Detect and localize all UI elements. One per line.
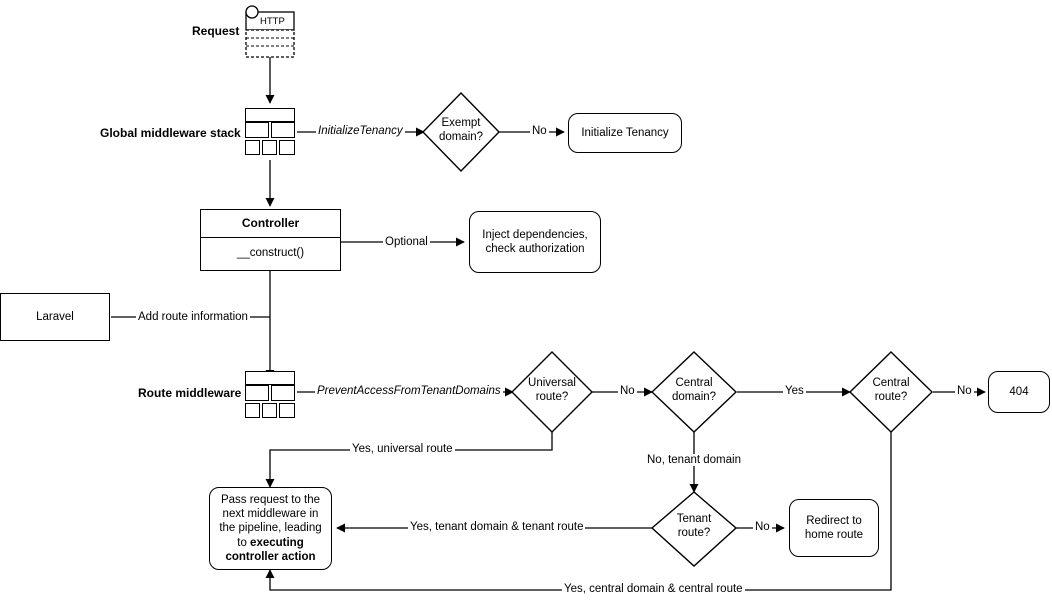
central-domain-line1: Central [675, 377, 713, 389]
global-middleware-stack-icon [245, 108, 295, 155]
edge-label-central-route-no: No [957, 385, 972, 397]
laravel-node: Laravel [0, 293, 110, 341]
redirect-home-text [805, 514, 863, 543]
inject-dependencies-line1: Inject dependencies, [482, 228, 588, 241]
edge-label-yes-universal-route: Yes, universal route [352, 443, 453, 455]
pass-request-text [213, 493, 327, 565]
inject-dependencies-node [469, 211, 601, 273]
initialize-tenancy-node: Initialize Tenancy [568, 113, 682, 153]
controller-title-text: Controller [241, 216, 300, 230]
global-middleware-stack-label: Global middleware stack [100, 126, 241, 140]
edge-label-prevent-access: PreventAccessFromTenantDomains [317, 385, 501, 397]
edge-label-central-domain-yes: Yes [785, 385, 804, 397]
inject-dependencies-text [482, 228, 588, 257]
pass-request-bold1: executing [250, 536, 304, 549]
pass-request-line4-prefix: to [237, 536, 251, 549]
route-middleware-label: Route middleware [138, 386, 242, 400]
pass-request-line3: the pipeline, leading [219, 522, 322, 535]
tenant-route-line2: route? [677, 527, 711, 540]
controller-node [200, 209, 341, 271]
edge-label-exempt-no: No [532, 125, 547, 137]
request-label: Request [192, 24, 240, 38]
central-domain-line2: domain? [671, 391, 717, 404]
controller-title [201, 210, 340, 238]
edge-label-initialize-tenancy: InitializeTenancy [318, 125, 403, 137]
http-component-label: HTTP [260, 16, 285, 27]
edge-label-yes-tenant-domain-tenant-route: Yes, tenant domain & tenant route [410, 521, 584, 533]
not-found-node: 404 [988, 371, 1050, 413]
pass-request-node [209, 487, 332, 570]
inject-dependencies-line2: check authorization [485, 243, 585, 255]
redirect-home-line2: home route [804, 529, 864, 541]
edge-label-optional: Optional [385, 236, 428, 248]
edge-label-universal-no: No [620, 385, 635, 397]
pass-request-line1: Pass request to the [220, 493, 321, 506]
central-route-line1: Central [872, 377, 910, 389]
central-route-line2: route? [874, 391, 908, 404]
edge-label-no-tenant-domain: No, tenant domain [647, 454, 741, 466]
pass-request-bold2: controller action [225, 551, 316, 564]
edge-label-add-route-information: Add route information [138, 311, 248, 323]
exempt-domain-line2: domain? [438, 131, 484, 144]
controller-method: __construct() [236, 247, 305, 260]
pass-request-line4 [219, 536, 321, 550]
edge-label-yes-central-domain-central-route: Yes, central domain & central route [564, 583, 743, 595]
exempt-domain-line1: Exempt [441, 117, 481, 129]
redirect-home-line1: Redirect to [806, 514, 862, 527]
universal-route-line1: Universal [528, 377, 576, 389]
edge-label-tenant-route-no: No [755, 521, 770, 533]
universal-route-line2: route? [535, 391, 569, 404]
tenant-route-line1: Tenant [676, 513, 712, 525]
redirect-home-node [789, 499, 879, 557]
pass-request-line2: next middleware in [222, 507, 319, 520]
route-middleware-icon [245, 371, 295, 418]
